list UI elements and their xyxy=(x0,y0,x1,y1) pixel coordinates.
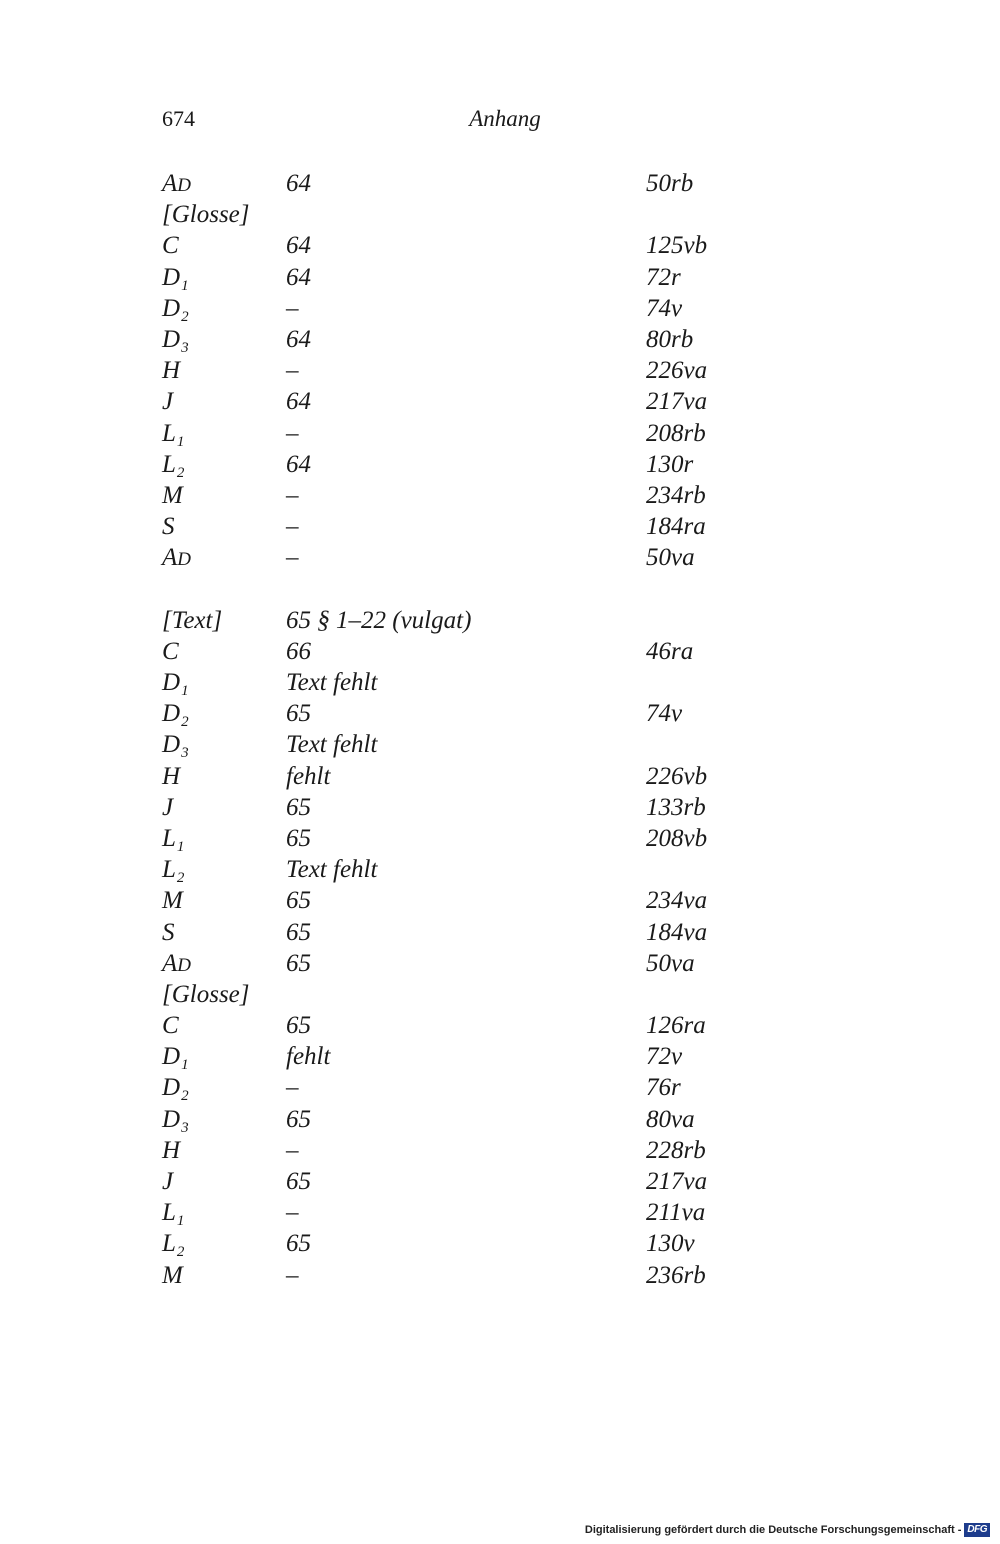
folio-cell: 217va xyxy=(646,388,708,416)
siglum: D xyxy=(162,731,181,759)
folio-cell: 130v xyxy=(646,1230,695,1258)
siglum: H xyxy=(162,357,181,385)
siglum: H xyxy=(162,762,181,790)
chapter-cell: Text fehlt xyxy=(286,669,378,696)
siglum: M xyxy=(162,481,183,509)
siglum: H xyxy=(162,1136,181,1164)
chapter-cell: 66 xyxy=(286,637,311,665)
siglum-small-caps: D xyxy=(177,175,192,196)
folio-cell: 74v xyxy=(646,294,683,322)
chapter-cell: – xyxy=(286,419,299,447)
table-row xyxy=(0,854,1000,885)
chapter-cell: – xyxy=(286,544,299,572)
siglum-cell xyxy=(162,1135,180,1166)
siglum: [Glosse] xyxy=(162,201,250,229)
chapter-cell: 65 xyxy=(286,1230,311,1258)
table-row xyxy=(0,355,1000,386)
siglum-cell xyxy=(162,1166,173,1197)
siglum: J xyxy=(162,793,174,821)
siglum-small-caps: D xyxy=(177,549,192,571)
manuscript-concordance-table xyxy=(0,168,1000,1291)
page-number: 674 xyxy=(162,106,195,131)
chapter-cell: – xyxy=(286,481,299,509)
siglum-cell xyxy=(162,199,250,230)
table-row xyxy=(0,386,1000,417)
chapter-cell: – xyxy=(286,294,299,322)
chapter-cell: – xyxy=(286,1261,299,1289)
folio-cell: 126ra xyxy=(646,1012,706,1040)
siglum: D xyxy=(162,700,181,728)
table-row xyxy=(0,948,1000,979)
siglum-cell xyxy=(162,979,250,1010)
siglum-cell xyxy=(162,1010,179,1041)
chapter-cell: 64 xyxy=(286,232,311,260)
running-title: Anhang xyxy=(469,106,541,131)
chapter-cell: fehlt xyxy=(286,1043,331,1071)
siglum-subscript: 1 xyxy=(181,277,189,294)
table-row xyxy=(0,636,1000,667)
siglum: [Glosse] xyxy=(162,980,250,1008)
table-row xyxy=(0,1135,1000,1166)
table-row xyxy=(0,324,1000,355)
table-row xyxy=(0,1228,1000,1259)
siglum-subscript: 3 xyxy=(181,339,189,356)
siglum: J xyxy=(162,388,174,416)
chapter-cell: 65 xyxy=(286,1012,311,1040)
siglum-cell xyxy=(162,761,180,792)
dfg-logo: DFG xyxy=(964,1523,990,1537)
siglum-subscript: 2 xyxy=(176,464,185,481)
chapter-cell: 65 xyxy=(286,949,311,977)
siglum-subscript: 1 xyxy=(181,1057,189,1074)
siglum-subscript: 1 xyxy=(176,838,185,855)
running-header xyxy=(0,106,1000,138)
table-row xyxy=(0,293,1000,324)
siglum: D xyxy=(162,1074,181,1102)
table-row xyxy=(0,1041,1000,1072)
siglum-subscript: 2 xyxy=(181,1088,189,1105)
folio-cell: 125vb xyxy=(646,232,708,260)
folio-cell: 50rb xyxy=(646,170,694,197)
siglum: L xyxy=(162,450,176,478)
siglum: C xyxy=(162,232,179,260)
table-row xyxy=(0,885,1000,916)
chapter-cell: Text fehlt xyxy=(286,856,378,884)
table-row xyxy=(0,511,1000,542)
chapter-cell: 65 xyxy=(286,1168,311,1195)
siglum: D xyxy=(162,263,181,291)
siglum: L xyxy=(162,1230,176,1258)
siglum-cell xyxy=(162,1260,183,1291)
folio-cell: 217va xyxy=(646,1168,708,1195)
siglum-cell xyxy=(162,230,179,261)
siglum: A xyxy=(162,949,178,977)
digitization-notice-text: Digitalisierung gefördert durch die Deutsche Forschungsgemeinschaft - xyxy=(584,1524,962,1536)
folio-cell: 184ra xyxy=(646,513,706,541)
siglum-subscript: 1 xyxy=(176,1213,185,1230)
folio-cell: 72v xyxy=(646,1043,683,1071)
siglum-subscript: 3 xyxy=(181,745,189,762)
folio-cell: 184va xyxy=(646,918,708,946)
siglum-cell xyxy=(162,636,179,667)
siglum-small-caps: D xyxy=(177,954,192,976)
table-row xyxy=(0,199,1000,230)
chapter-cell: 64 xyxy=(286,263,311,291)
folio-cell: 226va xyxy=(646,357,708,385)
folio-cell: 208vb xyxy=(646,824,708,852)
table-row xyxy=(0,168,1000,199)
table-row xyxy=(0,729,1000,760)
siglum: A xyxy=(162,544,178,572)
table-row xyxy=(0,667,1000,698)
table-row xyxy=(0,262,1000,293)
table-row xyxy=(0,917,1000,948)
chapter-cell: 64 xyxy=(286,170,311,197)
siglum-cell xyxy=(162,792,173,823)
siglum: M xyxy=(162,887,183,915)
siglum-subscript: 2 xyxy=(176,870,185,887)
chapter-cell: – xyxy=(286,1199,299,1227)
folio-cell: 234va xyxy=(646,887,708,915)
chapter-cell: – xyxy=(286,357,299,385)
chapter-cell: 65 § 1–22 (vulgat) xyxy=(286,606,472,634)
siglum-subscript: 2 xyxy=(181,714,189,731)
siglum: S xyxy=(162,513,175,541)
table-row xyxy=(0,418,1000,449)
folio-cell: 133rb xyxy=(646,793,706,821)
table-row xyxy=(0,480,1000,511)
siglum: C xyxy=(162,1012,179,1040)
siglum: C xyxy=(162,637,179,665)
siglum-cell xyxy=(162,355,180,386)
chapter-cell: – xyxy=(286,1074,299,1102)
siglum: L xyxy=(162,856,176,884)
folio-cell: 76r xyxy=(646,1074,681,1102)
table-row xyxy=(0,542,1000,573)
folio-cell: 74v xyxy=(646,700,683,728)
chapter-cell: 65 xyxy=(286,918,311,946)
siglum: D xyxy=(162,294,181,322)
siglum-cell xyxy=(162,542,191,575)
siglum-cell xyxy=(162,480,183,511)
chapter-cell: – xyxy=(286,513,299,541)
chapter-cell: 65 xyxy=(286,824,311,852)
siglum: L xyxy=(162,824,176,852)
siglum-subscript: 3 xyxy=(181,1119,189,1136)
folio-cell: 80va xyxy=(646,1105,695,1133)
siglum-cell xyxy=(162,511,175,542)
folio-cell: 80rb xyxy=(646,325,694,353)
siglum-cell xyxy=(162,885,183,916)
chapter-cell: 65 xyxy=(286,793,311,821)
chapter-cell: Text fehlt xyxy=(286,731,378,759)
folio-cell: 50va xyxy=(646,949,695,977)
table-row xyxy=(0,1010,1000,1041)
folio-cell: 46ra xyxy=(646,637,694,665)
folio-cell: 228rb xyxy=(646,1136,706,1164)
table-row xyxy=(0,979,1000,1010)
chapter-cell: 65 xyxy=(286,887,311,915)
siglum-subscript: 2 xyxy=(181,308,189,325)
table-row xyxy=(0,605,1000,636)
table-row xyxy=(0,792,1000,823)
siglum-subscript: 1 xyxy=(176,433,185,450)
chapter-cell: 64 xyxy=(286,388,311,416)
folio-cell: 130r xyxy=(646,450,694,478)
folio-cell: 236rb xyxy=(646,1261,706,1289)
siglum: L xyxy=(162,1199,176,1227)
table-row xyxy=(0,1166,1000,1197)
table-row xyxy=(0,761,1000,792)
siglum: D xyxy=(162,1043,181,1071)
siglum-subscript: 2 xyxy=(176,1244,185,1261)
siglum-cell xyxy=(162,168,191,201)
siglum: S xyxy=(162,918,175,946)
folio-cell: 50va xyxy=(646,544,695,572)
table-row xyxy=(0,1072,1000,1103)
table-row xyxy=(0,1197,1000,1228)
siglum-cell xyxy=(162,386,173,417)
siglum-subscript: 1 xyxy=(181,683,189,699)
chapter-cell: 65 xyxy=(286,1105,311,1133)
siglum: L xyxy=(162,419,176,447)
table-row xyxy=(0,449,1000,480)
siglum: J xyxy=(162,1168,174,1195)
table-row xyxy=(0,1104,1000,1135)
chapter-cell: 64 xyxy=(286,450,311,478)
folio-cell: 208rb xyxy=(646,419,706,447)
table-row xyxy=(0,230,1000,261)
table-row xyxy=(0,698,1000,729)
chapter-cell: fehlt xyxy=(286,762,331,790)
siglum: D xyxy=(162,669,181,696)
chapter-cell: – xyxy=(286,1136,299,1164)
siglum-cell xyxy=(162,917,175,948)
chapter-cell: 64 xyxy=(286,325,311,353)
siglum: A xyxy=(162,170,178,197)
chapter-cell: 65 xyxy=(286,700,311,728)
folio-cell: 72r xyxy=(646,263,681,291)
siglum: [Text] xyxy=(162,606,223,634)
folio-cell: 234rb xyxy=(646,481,706,509)
siglum: D xyxy=(162,1105,181,1133)
siglum: M xyxy=(162,1261,183,1289)
digitization-notice xyxy=(585,1522,990,1538)
table-row xyxy=(0,823,1000,854)
siglum-cell xyxy=(162,605,222,636)
folio-cell: 226vb xyxy=(646,762,708,790)
siglum-cell xyxy=(162,948,191,981)
siglum: D xyxy=(162,325,181,353)
folio-cell: 211va xyxy=(646,1199,706,1227)
table-row xyxy=(0,1260,1000,1291)
